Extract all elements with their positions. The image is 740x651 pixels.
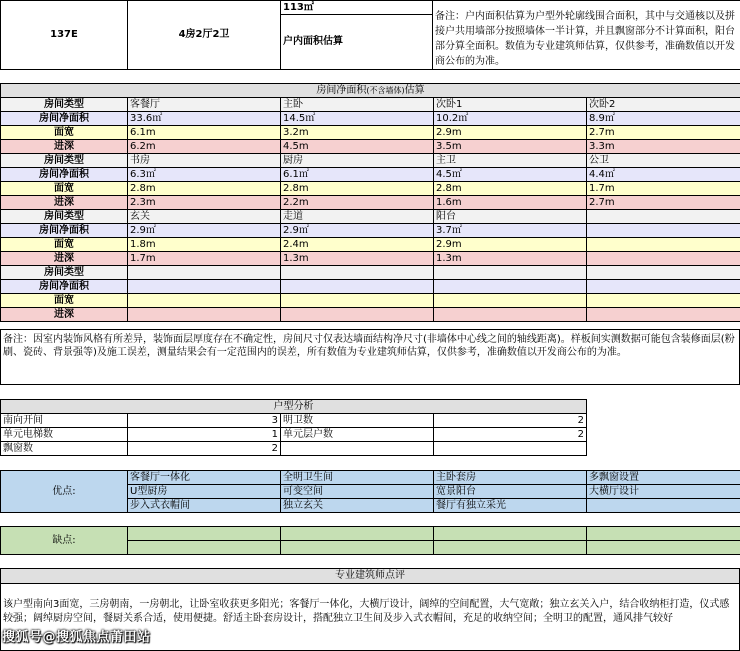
room-cell-area (587, 224, 740, 238)
cons-cell (587, 541, 740, 555)
room-note: 备注：因室内装饰风格有所差异，装饰面层厚度存在不确定性，房间尺寸仅表达墙面结构净尺寸(非墙体中心线之间的轴线距离)。样板间实测数据可能包含装修面层(粉刷、瓷砖、背景强等)及施工误差，测量结果会有一定范围内的误差，所有数值为专业建筑师估算，仅供参考，准确数值以开发商公布的为准。 (0, 329, 740, 385)
room-cell-type: 走道 (281, 210, 434, 224)
review-text: 该户型南向3面宽，三房朝南，一房朝北，让卧室收获更多阳光；客餐厅一体化，大横厅设计，阔绰的空间配置，大气宽敞；独立玄关入户，结合收纳柜打造，仪式感较强；阔绰厨房空间，餐厨关系合适，使用便捷。舒适主卧套房设计，搭配独立卫生间及步入式衣帽间，充足的收纳空间；全明卫的配置，通风排气较好 (3, 599, 730, 624)
pros-item: 独立玄关 (281, 499, 434, 513)
room-cell-width: 2.4m (281, 238, 434, 252)
pros-item: 可变空间 (281, 485, 434, 499)
room-row-type (1, 266, 740, 280)
area-label: 户内面积估算 (281, 15, 433, 70)
room-cell-type: 次卧2 (587, 98, 740, 112)
pros-row (1, 471, 740, 485)
room-row-label: 面宽 (1, 238, 128, 252)
analysis-row (1, 414, 587, 428)
room-cell-width (281, 294, 434, 308)
room-row-depth (1, 252, 740, 266)
cons-table (0, 526, 740, 555)
room-cell-type: 主卫 (434, 154, 587, 168)
room-cell-width: 2.9m (434, 126, 587, 140)
room-row-depth (1, 308, 740, 322)
pros-item: 餐厅有独立采光 (434, 499, 587, 513)
analysis-value: 2 (434, 414, 587, 428)
room-cell-type: 书房 (128, 154, 281, 168)
watermark-text: 搜狐号@搜狐焦点莆田站 (2, 630, 151, 645)
room-row-label: 面宽 (1, 294, 128, 308)
room-cell-width: 1.8m (128, 238, 281, 252)
room-cell-depth (587, 308, 740, 322)
room-row-type (1, 154, 740, 168)
model-code: 137E (1, 1, 128, 70)
analysis-row (1, 442, 587, 456)
pros-item: 客餐厅一体化 (128, 471, 281, 485)
room-cell-area: 33.6㎡ (128, 112, 281, 126)
room-cell-area: 2.9㎡ (281, 224, 434, 238)
analysis-value: 3 (128, 414, 281, 428)
room-cell-area: 4.5㎡ (434, 168, 587, 182)
room-cell-type (434, 266, 587, 280)
room-cell-width: 2.7m (587, 126, 740, 140)
room-row-label: 房间类型 (1, 98, 128, 112)
room-cell-depth: 1.6m (434, 196, 587, 210)
room-row-label: 面宽 (1, 126, 128, 140)
room-cell-area: 14.5㎡ (281, 112, 434, 126)
room-row-label: 房间净面积 (1, 112, 128, 126)
room-row-width (1, 294, 740, 308)
room-area-table (0, 83, 740, 322)
room-cell-depth: 1.7m (128, 252, 281, 266)
room-cell-width (587, 294, 740, 308)
room-cell-type: 公卫 (587, 154, 740, 168)
cons-cell (128, 527, 281, 541)
room-cell-depth: 1.3m (434, 252, 587, 266)
room-row-label: 房间净面积 (1, 168, 128, 182)
room-cell-width: 3.2m (281, 126, 434, 140)
room-row-width (1, 238, 740, 252)
cons-cell (434, 541, 587, 555)
room-row-label: 房间净面积 (1, 224, 128, 238)
room-row-label: 房间净面积 (1, 280, 128, 294)
pros-item: U型厨房 (128, 485, 281, 499)
layout-type: 4房2厅2卫 (128, 1, 281, 70)
pros-item: 全明卫生间 (281, 471, 434, 485)
room-cell-depth: 1.3m (281, 252, 434, 266)
pros-item (587, 499, 740, 513)
analysis-label (281, 442, 434, 456)
analysis-label: 南向开间 (1, 414, 128, 428)
room-row-label: 房间类型 (1, 154, 128, 168)
room-cell-width: 2.8m (128, 182, 281, 196)
room-cell-area: 10.2㎡ (434, 112, 587, 126)
analysis-title: 户型分析 (1, 400, 587, 414)
pros-item: 步入式衣帽间 (128, 499, 281, 513)
room-row-label: 房间类型 (1, 210, 128, 224)
room-row-label: 面宽 (1, 182, 128, 196)
room-cell-width: 2.9m (434, 238, 587, 252)
room-row-depth (1, 196, 740, 210)
room-cell-type (587, 266, 740, 280)
room-cell-area (128, 280, 281, 294)
room-cell-depth: 6.2m (128, 140, 281, 154)
room-cell-width: 2.8m (434, 182, 587, 196)
room-cell-depth: 3.3m (587, 140, 740, 154)
pros-label: 优点: (1, 471, 128, 513)
room-row-area (1, 168, 740, 182)
room-row-label: 进深 (1, 140, 128, 154)
cons-cell (281, 527, 434, 541)
room-row-area (1, 280, 740, 294)
pros-item: 宽景阳台 (434, 485, 587, 499)
room-cell-width (128, 294, 281, 308)
cons-cell (587, 527, 740, 541)
room-area-title: 房间净面积(不含墙体)估算 (1, 84, 740, 98)
analysis-value: 2 (434, 428, 587, 442)
analysis-label: 单元层户数 (281, 428, 434, 442)
room-row-label: 进深 (1, 308, 128, 322)
cons-label: 缺点: (1, 527, 128, 555)
analysis-label: 明卫数 (281, 414, 434, 428)
room-cell-depth (587, 252, 740, 266)
room-cell-width: 2.8m (281, 182, 434, 196)
room-cell-depth: 2.7m (587, 196, 740, 210)
room-cell-type: 主卧 (281, 98, 434, 112)
room-row-label: 进深 (1, 196, 128, 210)
analysis-label: 单元电梯数 (1, 428, 128, 442)
room-cell-depth: 3.5m (434, 140, 587, 154)
room-cell-depth (281, 308, 434, 322)
room-row-width (1, 182, 740, 196)
room-cell-type: 客餐厅 (128, 98, 281, 112)
analysis-value: 2 (128, 442, 281, 456)
room-cell-type: 阳台 (434, 210, 587, 224)
analysis-value (434, 442, 587, 456)
room-cell-type: 次卧1 (434, 98, 587, 112)
room-cell-depth: 4.5m (281, 140, 434, 154)
analysis-table (0, 399, 587, 456)
room-cell-width: 1.7m (587, 182, 740, 196)
cons-cell (281, 541, 434, 555)
room-cell-area: 8.9㎡ (587, 112, 740, 126)
room-cell-type (128, 266, 281, 280)
header-table (0, 0, 740, 70)
pros-item: 主卧套房 (434, 471, 587, 485)
pros-item: 多飘窗设置 (587, 471, 740, 485)
room-cell-area: 6.1㎡ (281, 168, 434, 182)
room-cell-area: 6.3㎡ (128, 168, 281, 182)
room-cell-type: 厨房 (281, 154, 434, 168)
room-cell-area: 4.4㎡ (587, 168, 740, 182)
room-cell-depth (128, 308, 281, 322)
room-row-width (1, 126, 740, 140)
room-row-depth (1, 140, 740, 154)
room-row-area (1, 112, 740, 126)
room-cell-depth: 2.3m (128, 196, 281, 210)
header-note: 备注：户内面积估算为户型外轮廓线围合面积，其中与交通核以及拼接户共用墙部分按照墙体一半计算，并且飘窗部分不计算面积，阳台部分算全面积。数值为专业建筑师估算，仅供参考，准确数值以开发商公布的为准。 (433, 1, 740, 70)
analysis-row (1, 428, 587, 442)
room-cell-area: 3.7㎡ (434, 224, 587, 238)
cons-cell (434, 527, 587, 541)
room-cell-width (587, 238, 740, 252)
room-row-area (1, 224, 740, 238)
pros-item: 大横厅设计 (587, 485, 740, 499)
room-cell-depth (434, 308, 587, 322)
room-row-label: 房间类型 (1, 266, 128, 280)
room-row-type (1, 98, 740, 112)
room-cell-type: 玄关 (128, 210, 281, 224)
room-cell-width: 6.1m (128, 126, 281, 140)
area-value: 113㎡ (281, 1, 433, 15)
pros-table (0, 470, 740, 513)
analysis-label: 飘窗数 (1, 442, 128, 456)
room-cell-area (281, 280, 434, 294)
room-row-type (1, 210, 740, 224)
room-cell-area: 2.9㎡ (128, 224, 281, 238)
analysis-value: 1 (128, 428, 281, 442)
room-cell-area (434, 280, 587, 294)
room-cell-type (281, 266, 434, 280)
room-cell-depth: 2.2m (281, 196, 434, 210)
room-row-label: 进深 (1, 252, 128, 266)
cons-cell (128, 541, 281, 555)
room-cell-area (587, 280, 740, 294)
review-title: 专业建筑师点评 (1, 569, 739, 584)
room-cell-width (434, 294, 587, 308)
room-cell-type (587, 210, 740, 224)
